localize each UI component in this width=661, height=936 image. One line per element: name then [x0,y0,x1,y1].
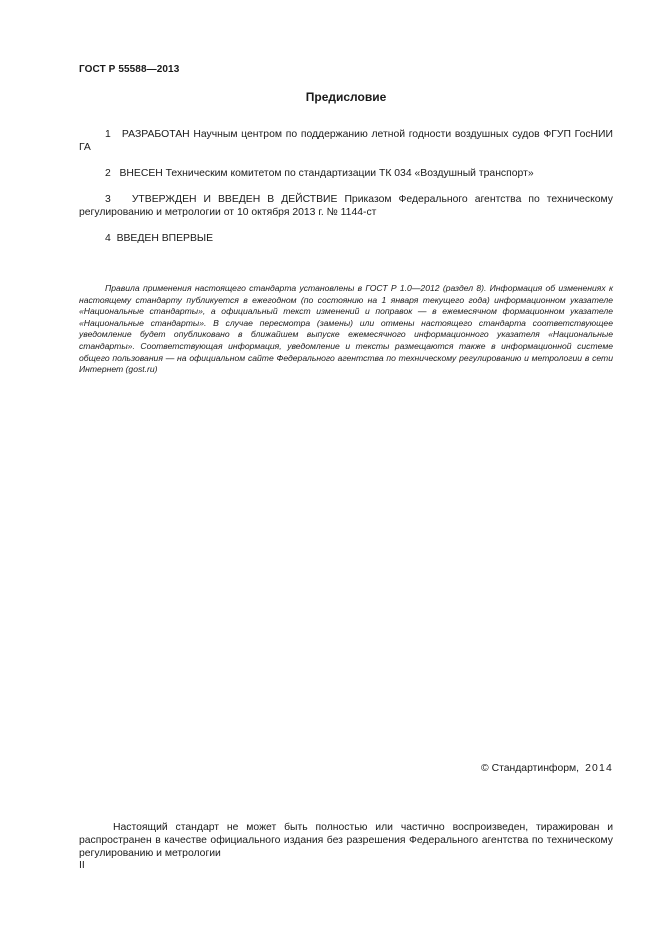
standard-code: ГОСТ Р 55588—2013 [79,64,180,75]
copyright-line [481,763,613,774]
item-text: ВНЕСЕН Техническим комитетом по стандартизации ТК 034 «Воздушный транспорт» [119,168,534,179]
item-number: 4 [105,233,111,244]
foreword-item-4 [79,232,613,245]
foreword-item-1 [79,128,613,154]
item-text: ВВЕДЕН ВПЕРВЫЕ [116,233,214,244]
item-number: 2 [105,168,111,179]
item-number: 3 [105,194,111,205]
item-number: 1 [105,129,111,140]
application-rules-notice: Правила применения настоящего стандарта установлены в ГОСТ Р 1.0—2012 (раздел 8). Информация об изменениях к настоящему стандарту публикуется в ежегодном (по состоянию на 1 января текущего года) информационном указателе «Национальные стандарты», а официальный текст изменений и поправок — в ежемесячном формационном указателе «Национальные стандарты». В случае пересмотра (замены) или отмены настоящего стандарта соответствующее уведомление будет опубликовано в ближайшем выпуске ежемесячного информационного указателя «Национальные стандарты». Соответствующая информация, уведомление и тексты размещаются также в информационной системе общего пользования — на официальном сайте Федерального агентства по техническому регулированию и метрологии в сети Интернет (gost.ru) [79,283,613,375]
foreword-item-3 [79,193,613,219]
reproduction-notice: Настоящий стандарт не может быть полностью или частично воспроизведен, тиражирован и распространен в качестве официального издания без разрешения Федерального агентства по техническому регулированию и метрологии [79,822,613,859]
page-title: Предисловие [305,90,387,104]
copyright-year: 2014 [585,763,613,774]
item-text: УТВЕРЖДЕН И ВВЕДЕН В ДЕЙСТВИЕ Приказом Федерального агентства по техническому регулированию и метрологии от 10 октября 2013 г. № 1144-ст [79,194,613,218]
item-text: РАЗРАБОТАН Научным центром по поддержанию летной годности воздушных судов ФГУП ГосНИИ ГА [79,129,613,153]
copyright-holder: © Стандартинформ, [481,763,580,774]
page-number: II [79,860,85,871]
foreword-item-2 [79,167,613,180]
